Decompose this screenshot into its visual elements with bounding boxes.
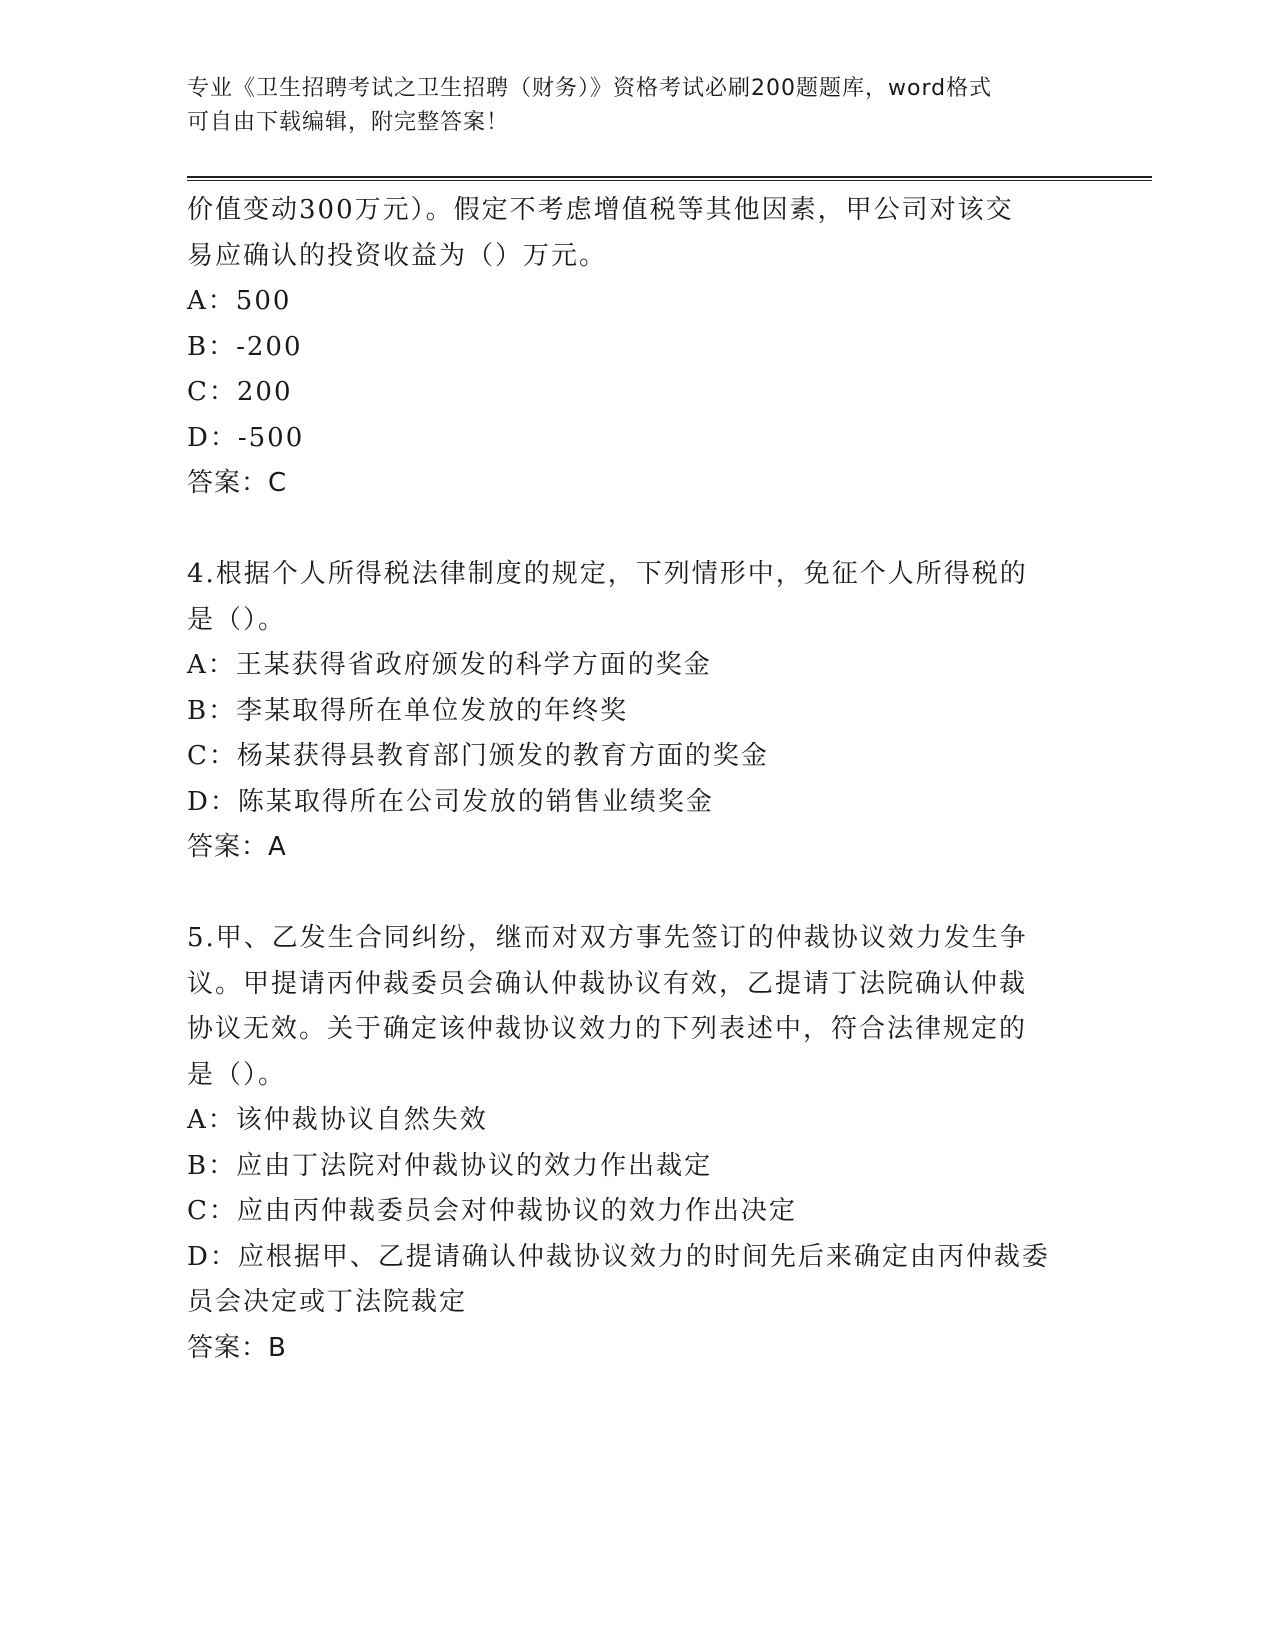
question-text-line: 是（）。 [187,604,287,635]
question-5 [187,916,1087,1371]
answer-line: 答案：B [187,1332,287,1363]
question-text-line: 价值变动300万元）。假定不考虑增值税等其他因素，甲公司对该交 [187,195,1014,225]
document-body [187,188,1087,1371]
header-line-2: 可自由下载编辑，附完整答案！ [187,110,510,135]
question-4 [187,552,1087,871]
question-text-line: 是（）。 [187,1059,287,1090]
question-text-line: 易应确认的投资收益为（）万元。 [187,240,608,271]
option-a: A：王某获得省政府颁发的科学方面的奖金 [187,650,712,680]
option-c: C：应由丙仲裁委员会对仲裁协议的效力作出决定 [187,1196,797,1226]
question-text-line: 协议无效。关于确定该仲裁协议效力的下列表述中，符合法律规定的 [187,1014,1028,1044]
option-d: D：-500 [187,422,305,453]
option-a: A：500 [187,286,292,316]
option-d: D：应根据甲、乙提请确认仲裁协议效力的时间先后来确定由丙仲裁委 [187,1241,1050,1272]
question-text-line: 议。甲提请丙仲裁委员会确认仲裁协议有效，乙提请丁法院确认仲裁 [187,968,1028,999]
spacer [187,507,1087,553]
option-b: B：-200 [187,331,303,362]
option-d-continued: 员会决定或丁法院裁定 [187,1287,468,1317]
page-header [187,72,1087,140]
question-text-line: 4.根据个人所得税法律制度的规定，下列情形中，免征个人所得税的 [187,559,1028,589]
option-b: B：应由丁法院对仲裁协议的效力作出裁定 [187,1150,713,1181]
question-3-continued [187,188,1087,507]
option-c: C：杨某获得县教育部门颁发的教育方面的奖金 [187,741,769,771]
answer-line: 答案：A [187,832,287,862]
option-d: D：陈某取得所在公司发放的销售业绩奖金 [187,786,714,817]
question-text-line: 5.甲、乙发生合同纠纷，继而对双方事先签订的仲裁协议效力发生争 [187,923,1028,953]
spacer [187,871,1087,917]
header-line-1: 专业《卫生招聘考试之卫生招聘（财务）》资格考试必刷200题题库，word格式 [187,76,993,101]
answer-line: 答案：C [187,468,288,498]
option-c: C：200 [187,377,293,407]
option-b: B：李某取得所在单位发放的年终奖 [187,695,629,726]
option-a: A：该仲裁协议自然失效 [187,1105,488,1135]
header-divider [187,176,1152,181]
